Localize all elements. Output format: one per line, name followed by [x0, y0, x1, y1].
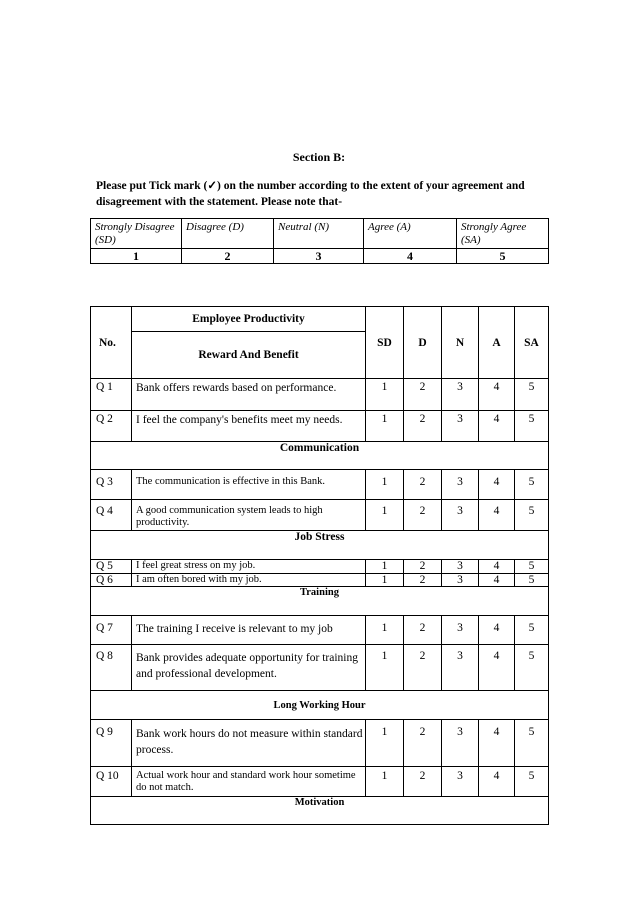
- rating-option[interactable]: 5: [515, 645, 549, 691]
- instruction-text: Please put Tick mark (✓) on the number according to the extent of your agreement and disagreement with the statement. Please note that-: [96, 180, 525, 208]
- rating-option[interactable]: 4: [479, 411, 515, 442]
- rating-option[interactable]: 3: [442, 574, 479, 587]
- question-number: Q 2: [91, 411, 132, 442]
- rating-option[interactable]: 3: [442, 720, 479, 767]
- question-number: Q 10: [91, 767, 132, 797]
- question-text: Bank provides adequate opportunity for training and professional development.: [132, 645, 366, 691]
- table-row: [91, 500, 549, 531]
- scale-number: 1: [91, 249, 182, 264]
- rating-option[interactable]: 1: [366, 411, 404, 442]
- rating-option[interactable]: 2: [404, 379, 442, 411]
- question-text: Bank offers rewards based on performance.: [132, 379, 366, 411]
- rating-option[interactable]: 2: [404, 616, 442, 645]
- rating-option[interactable]: 2: [404, 500, 442, 531]
- rating-option[interactable]: 4: [479, 560, 515, 574]
- question-text: I am often bored with my job.: [132, 574, 366, 587]
- rating-option[interactable]: 2: [404, 645, 442, 691]
- section-title: Section B:: [292, 150, 346, 164]
- question-number: Q 8: [91, 645, 132, 691]
- rating-option[interactable]: 5: [515, 500, 549, 531]
- scale-label-sd: Strongly Disagree (SD): [91, 219, 182, 249]
- questionnaire-table: [90, 306, 549, 825]
- table-row: [91, 645, 549, 691]
- question-number: Q 9: [91, 720, 132, 767]
- rating-option[interactable]: 1: [366, 500, 404, 531]
- rating-option[interactable]: 4: [479, 574, 515, 587]
- rating-option[interactable]: 5: [515, 720, 549, 767]
- rating-option[interactable]: 3: [442, 379, 479, 411]
- rating-option[interactable]: 3: [442, 470, 479, 500]
- question-number: Q 4: [91, 500, 132, 531]
- rating-option[interactable]: 4: [479, 470, 515, 500]
- question-text: The communication is effective in this Bank.: [132, 470, 366, 500]
- rating-option[interactable]: 5: [515, 560, 549, 574]
- rating-option[interactable]: 4: [479, 616, 515, 645]
- rating-option[interactable]: 3: [442, 500, 479, 531]
- question-text: Bank work hours do not measure within standard process.: [132, 720, 366, 767]
- rating-option[interactable]: 3: [442, 645, 479, 691]
- table-row: [91, 379, 549, 411]
- question-text: The training I receive is relevant to my job: [132, 616, 366, 645]
- rating-scale-table: [90, 218, 549, 264]
- rating-option[interactable]: 1: [366, 616, 404, 645]
- rating-option[interactable]: 2: [404, 720, 442, 767]
- table-row: [91, 616, 549, 645]
- rating-option[interactable]: 2: [404, 411, 442, 442]
- rating-option[interactable]: 5: [515, 767, 549, 797]
- rating-option[interactable]: 1: [366, 767, 404, 797]
- rating-option[interactable]: 4: [479, 379, 515, 411]
- table-row: [91, 720, 549, 767]
- header-a: A: [479, 307, 515, 379]
- rating-option[interactable]: 5: [515, 574, 549, 587]
- header-reward-and-benefit: Reward And Benefit: [132, 332, 366, 379]
- question-text: Actual work hour and standard work hour sometime do not match.: [132, 767, 366, 797]
- scale-label-n: Neutral (N): [274, 219, 364, 249]
- rating-option[interactable]: 2: [404, 574, 442, 587]
- rating-option[interactable]: 4: [479, 720, 515, 767]
- header-employee-productivity: Employee Productivity: [132, 307, 366, 332]
- rating-option[interactable]: 3: [442, 560, 479, 574]
- question-number: Q 6: [91, 574, 132, 587]
- rating-option[interactable]: 5: [515, 470, 549, 500]
- scale-number: 4: [364, 249, 457, 264]
- rating-option[interactable]: 1: [366, 560, 404, 574]
- table-row: [91, 767, 549, 797]
- rating-option[interactable]: 5: [515, 616, 549, 645]
- table-row: [91, 574, 549, 587]
- question-text: A good communication system leads to high productivity.: [132, 500, 366, 531]
- rating-option[interactable]: 4: [479, 645, 515, 691]
- scale-label-a: Agree (A): [364, 219, 457, 249]
- header-d: D: [404, 307, 442, 379]
- header-sa: SA: [515, 307, 549, 379]
- question-number: Q 5: [91, 560, 132, 574]
- section-heading-long-working-hour: Long Working Hour: [91, 691, 549, 720]
- table-row: [91, 470, 549, 500]
- rating-option[interactable]: 3: [442, 411, 479, 442]
- scale-number: 5: [457, 249, 549, 264]
- rating-option[interactable]: 4: [479, 767, 515, 797]
- rating-option[interactable]: 5: [515, 411, 549, 442]
- scale-number: 3: [274, 249, 364, 264]
- header-no: No.: [91, 307, 132, 379]
- rating-option[interactable]: 1: [366, 574, 404, 587]
- header-n: N: [442, 307, 479, 379]
- rating-option[interactable]: 4: [479, 500, 515, 531]
- section-heading-job-stress: Job Stress: [91, 531, 549, 560]
- rating-option[interactable]: 1: [366, 645, 404, 691]
- scale-label-sa: Strongly Agree (SA): [457, 219, 549, 249]
- question-text: I feel the company's benefits meet my needs.: [132, 411, 366, 442]
- rating-option[interactable]: 3: [442, 767, 479, 797]
- rating-option[interactable]: 3: [442, 616, 479, 645]
- header-sd: SD: [366, 307, 404, 379]
- scale-number: 2: [182, 249, 274, 264]
- rating-option[interactable]: 5: [515, 379, 549, 411]
- question-number: Q 1: [91, 379, 132, 411]
- section-heading-communication: Communication: [91, 442, 549, 470]
- rating-option[interactable]: 1: [366, 470, 404, 500]
- section-heading-training: Training: [91, 587, 549, 616]
- table-row: [91, 560, 549, 574]
- question-number: Q 7: [91, 616, 132, 645]
- rating-option[interactable]: 2: [404, 767, 442, 797]
- question-number: Q 3: [91, 470, 132, 500]
- table-row: [91, 411, 549, 442]
- scale-label-d: Disagree (D): [182, 219, 274, 249]
- rating-option[interactable]: 2: [404, 470, 442, 500]
- question-text: I feel great stress on my job.: [132, 560, 366, 574]
- rating-option[interactable]: 1: [366, 379, 404, 411]
- rating-option[interactable]: 1: [366, 720, 404, 767]
- section-heading-motivation: Motivation: [91, 797, 549, 825]
- rating-option[interactable]: 2: [404, 560, 442, 574]
